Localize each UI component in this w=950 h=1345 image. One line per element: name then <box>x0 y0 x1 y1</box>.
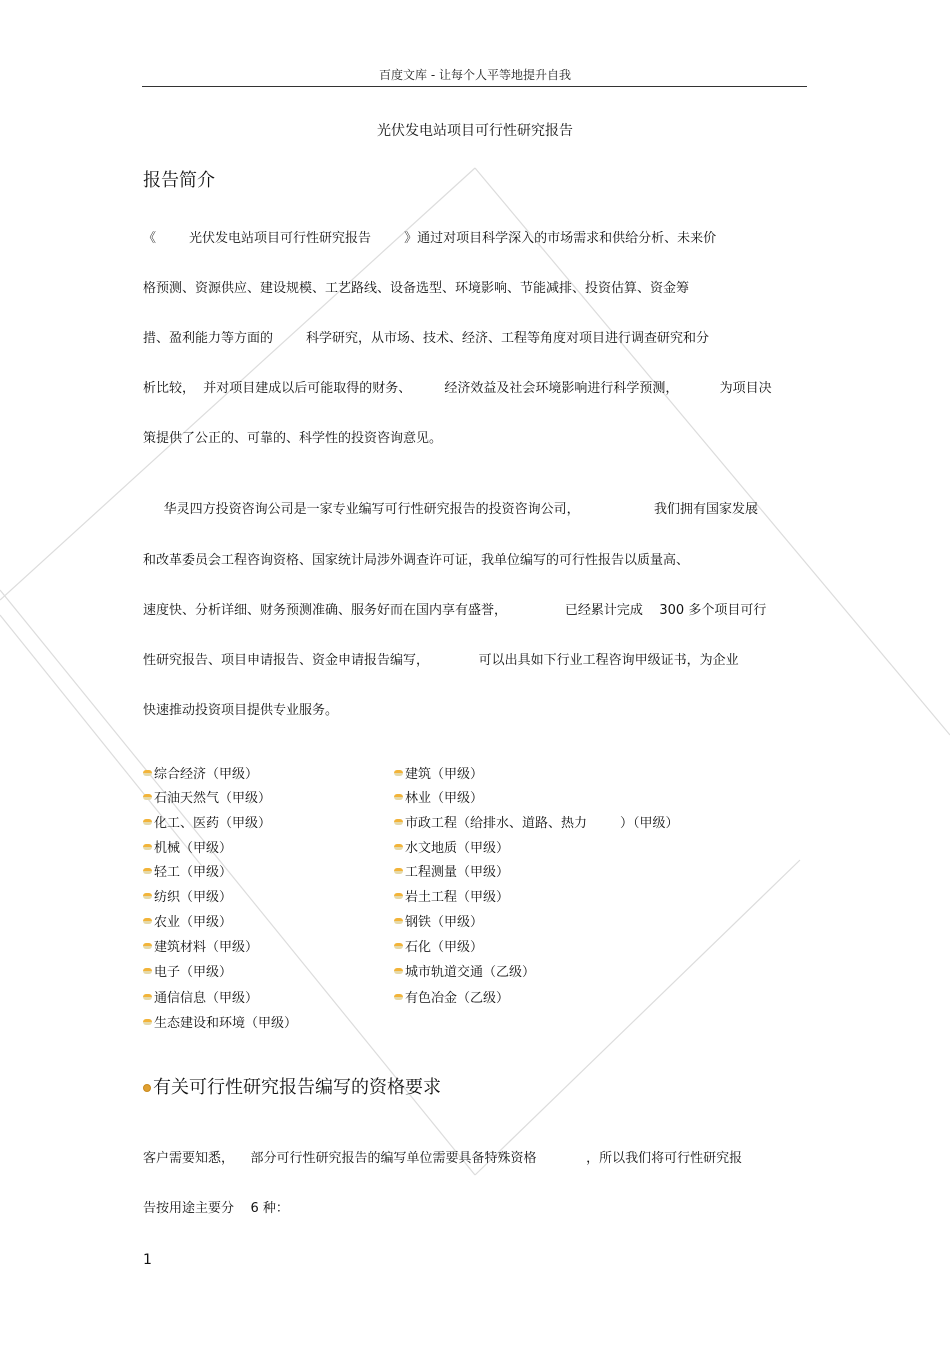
section-heading-intro: 报告简介 <box>143 170 215 191</box>
qualification-item: 建筑材料（甲级） <box>143 936 258 955</box>
bullet-icon <box>394 994 403 1000</box>
para1-line: 格预测、资源供应、建设规模、工艺路线、设备选型、环境影响、节能减排、投资估算、资金筹 <box>143 281 690 296</box>
qualification-item: 水文地质（甲级） <box>394 837 509 856</box>
bullet-icon <box>143 893 152 899</box>
bullet-icon <box>143 918 152 924</box>
qualification-item: 钢铁（甲级） <box>394 911 483 930</box>
para1-line: 策提供了公正的、可靠的、科学性的投资咨询意见。 <box>143 431 443 446</box>
bullet-icon <box>394 968 403 974</box>
qualification-item: 轻工（甲级） <box>143 861 232 880</box>
para2-line: 速度快、分析详细、财务预测准确、服务好而在国内享有盛誉， 已经累计完成 300 多个项目可行 <box>143 603 767 618</box>
requirements-line: 客户需要知悉， 部分可行性研究报告的编写单位需要具备特殊资格 ，所以我们将可行性研究报 <box>143 1151 743 1166</box>
bullet-icon <box>143 1084 151 1092</box>
qualification-item: 城市轨道交通（乙级） <box>394 961 535 980</box>
qualification-item: 生态建设和环境（甲级） <box>143 1012 297 1031</box>
qualification-item: 电子（甲级） <box>143 961 232 980</box>
qualification-item: 机械（甲级） <box>143 837 232 856</box>
bullet-icon <box>143 1019 152 1025</box>
para2-line: 快速推动投资项目提供专业服务。 <box>143 703 339 718</box>
bullet-icon <box>394 918 403 924</box>
qualification-item: 综合经济（甲级） <box>143 763 258 782</box>
bullet-icon <box>143 819 152 825</box>
bullet-icon <box>143 844 152 850</box>
qualification-item: 有色冶金（乙级） <box>394 987 509 1006</box>
qualification-item: 通信信息（甲级） <box>143 987 258 1006</box>
bullet-icon <box>394 844 403 850</box>
qualification-item: 工程测量（甲级） <box>394 861 509 880</box>
qualification-item: 化工、医药（甲级） <box>143 812 271 831</box>
bullet-icon <box>394 794 403 800</box>
qualification-item: 石油天然气（甲级） <box>143 787 271 806</box>
bullet-icon <box>394 943 403 949</box>
bullet-icon <box>143 794 152 800</box>
para1-line: 析比较， 并对项目建成以后可能取得的财务、 经济效益及社会环境影响进行科学预测， 为项目决 <box>143 381 772 396</box>
para1-line: 措、盈利能力等方面的 科学研究，从市场、技术、经济、工程等角度对项目进行调查研究和分 <box>143 331 710 346</box>
qualification-item: 农业（甲级） <box>143 911 232 930</box>
bullet-icon <box>394 868 403 874</box>
para2-line: 和改革委员会工程咨询资格、国家统计局涉外调查许可证，我单位编写的可行性报告以质量高、 <box>143 553 690 568</box>
bullet-icon <box>143 968 152 974</box>
header-rule <box>142 86 807 87</box>
bullet-icon <box>143 868 152 874</box>
page-number: 1 <box>143 1252 152 1268</box>
document-title: 光伏发电站项目可行性研究报告 <box>377 123 573 139</box>
qualification-item: 石化（甲级） <box>394 936 483 955</box>
bullet-icon <box>394 819 403 825</box>
qualification-item: 林业（甲级） <box>394 787 483 806</box>
bullet-icon <box>143 770 152 776</box>
para2-line: 性研究报告、项目申请报告、资金申请报告编写， 可以出具如下行业工程咨询甲级证书，为企业 <box>143 653 739 668</box>
bullet-icon <box>143 943 152 949</box>
bullet-icon <box>394 893 403 899</box>
para2-line: 华灵四方投资咨询公司是一家专业编写可行性研究报告的投资咨询公司， 我们拥有国家发展 <box>143 502 759 517</box>
para1-line: 《 光伏发电站项目可行性研究报告 》通过对项目科学深入的市场需求和供给分析、未来价 <box>143 231 717 246</box>
qualification-item: 纺织（甲级） <box>143 886 232 905</box>
section-heading-requirements: 有关可行性研究报告编写的资格要求 <box>143 1073 441 1099</box>
bullet-icon <box>143 994 152 1000</box>
requirements-line: 告按用途主要分 6 种： <box>143 1201 289 1216</box>
page-header: 百度文库 - 让每个人平等地提升自我 <box>379 68 571 82</box>
qualification-item: 市政工程（给排水、道路、热力 ）（甲级） <box>394 812 679 831</box>
qualification-item: 建筑（甲级） <box>394 763 483 782</box>
qualification-item: 岩土工程（甲级） <box>394 886 509 905</box>
bullet-icon <box>394 770 403 776</box>
